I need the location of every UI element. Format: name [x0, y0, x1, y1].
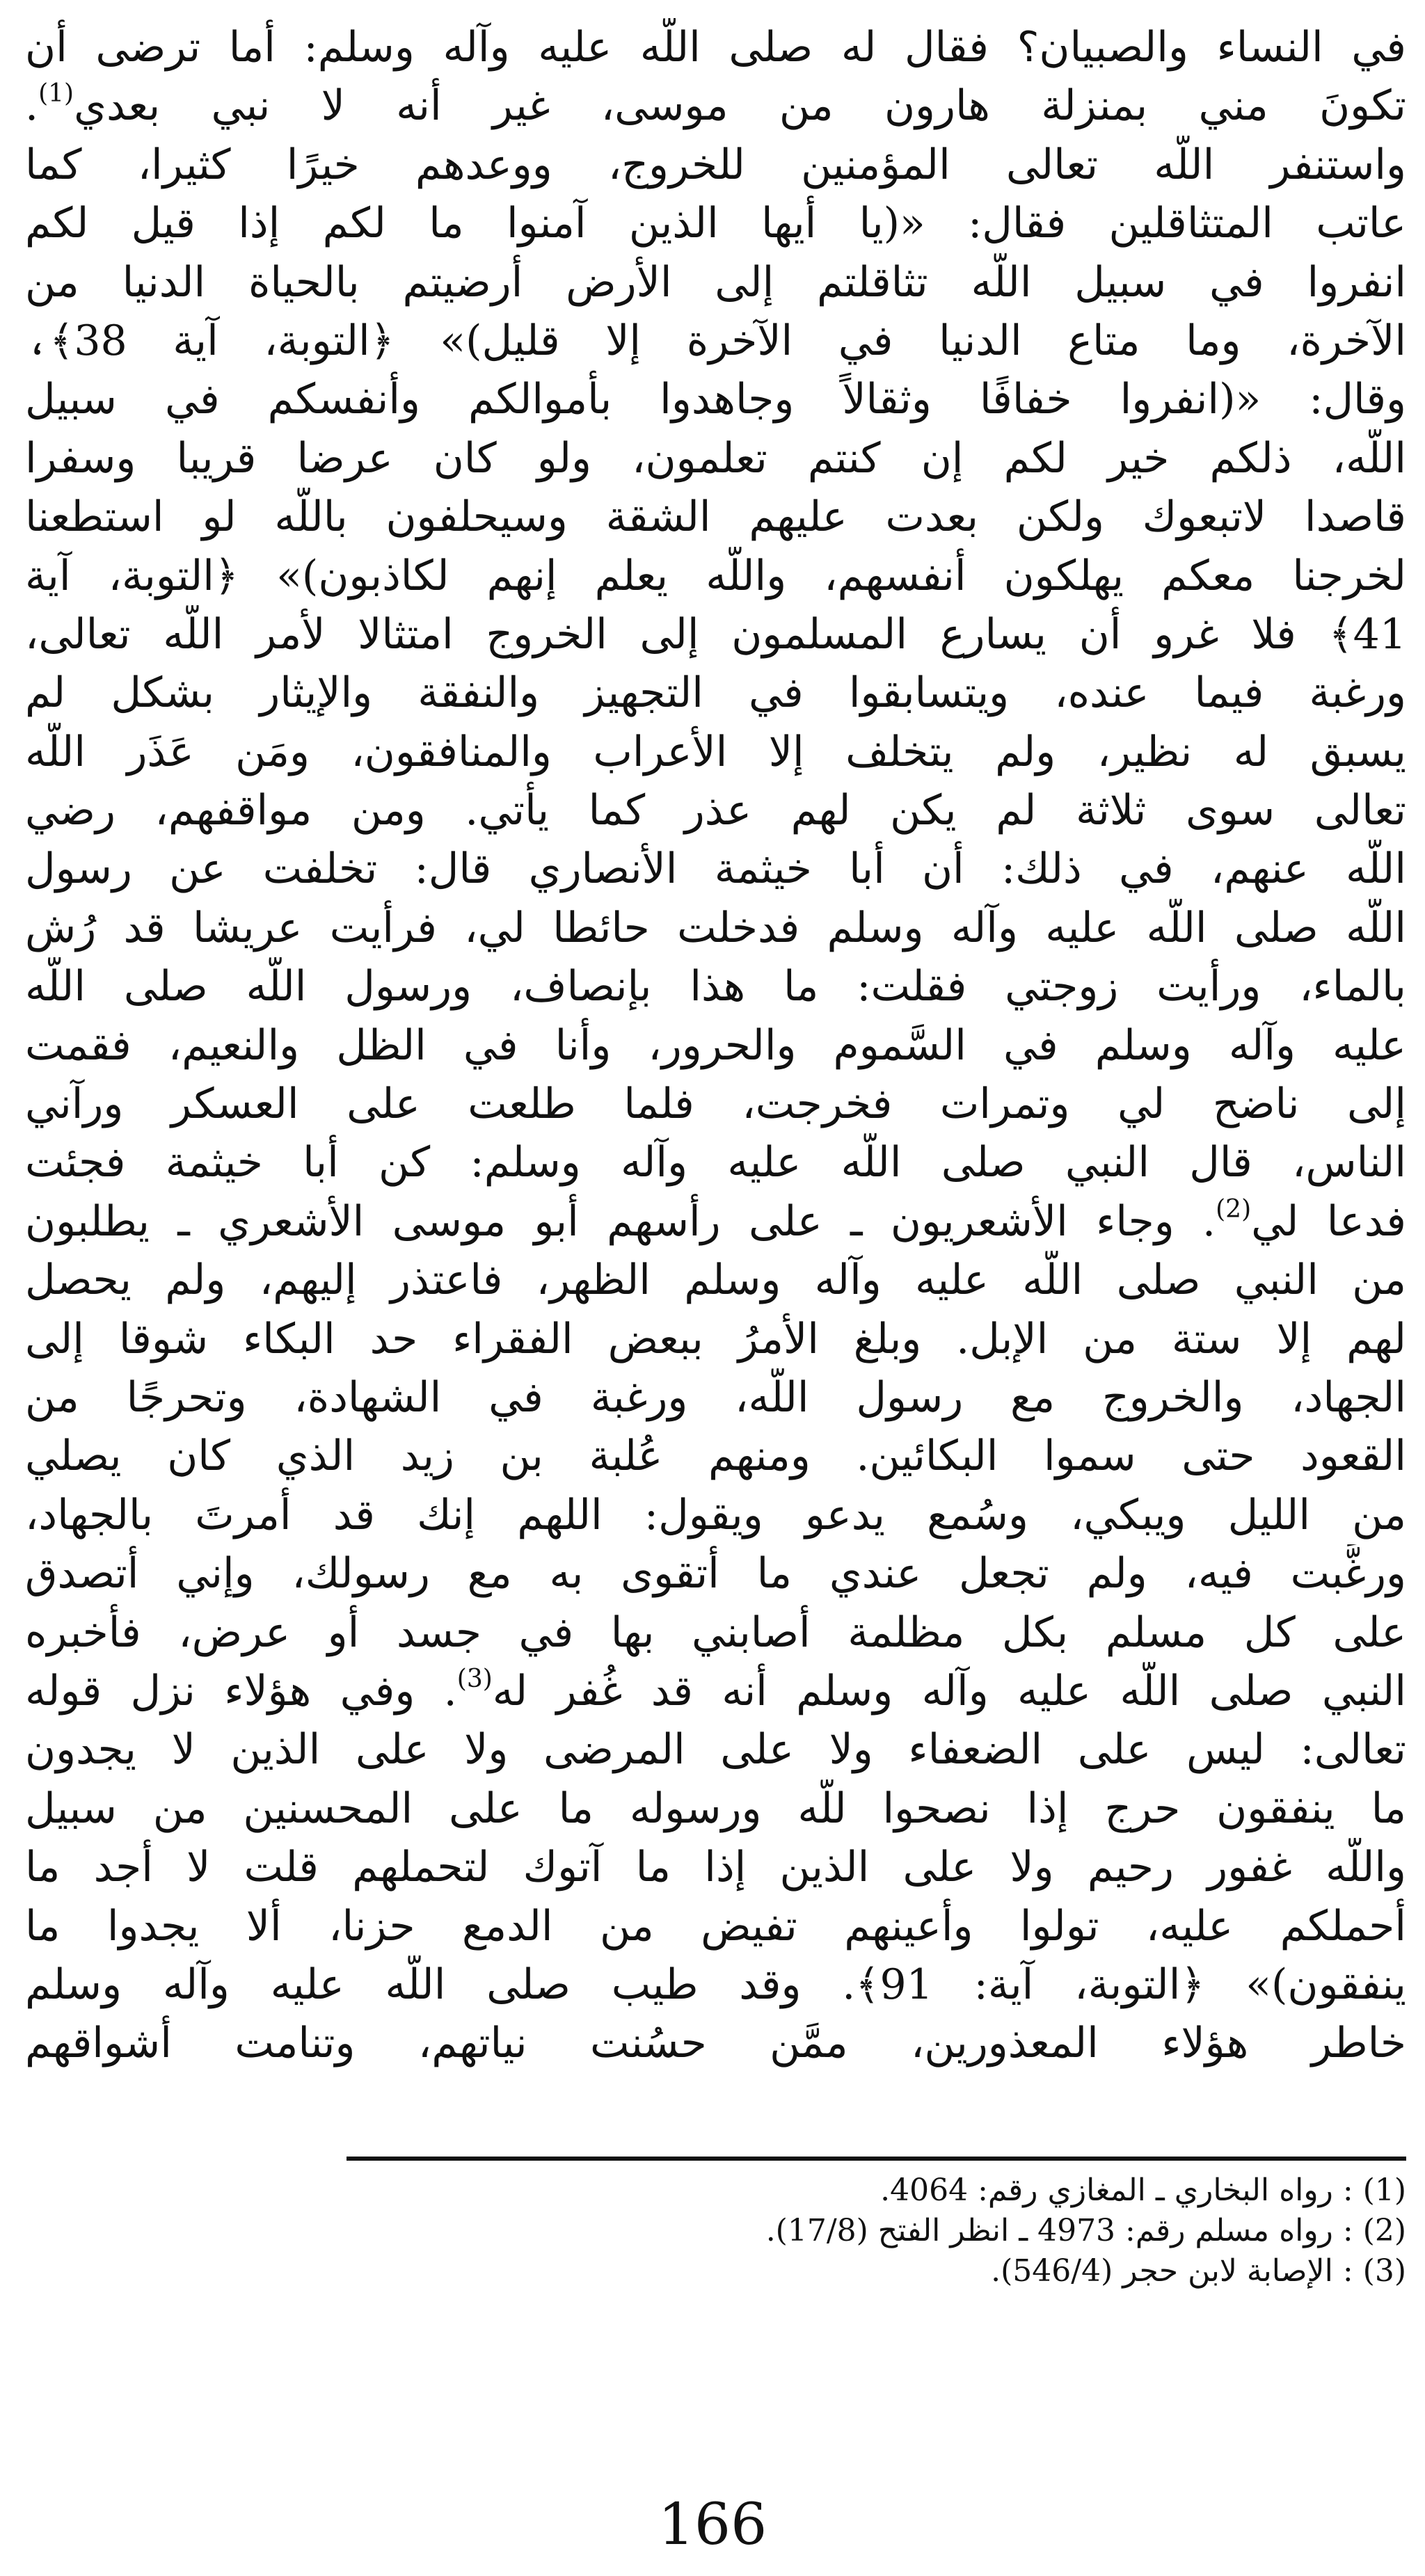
- body-text: [25, 18, 1406, 2154]
- text-line-content: النبي صلى اللّه عليه وآله وسلم أنه قد غُفر له: [492, 1666, 1406, 1715]
- text-line: الناس، قال النبي صلى اللّه عليه وآله وسلم: كن أبا خيثمة فجئت: [25, 1138, 1406, 1187]
- text-line-tail: .: [25, 81, 39, 131]
- text-line: خاطر هؤلاء المعذورين، ممَّن حسُنت نياتهم، وتنامت أشواقهم: [25, 2019, 1406, 2068]
- text-line: [25, 77, 1406, 135]
- text-line: اللّه صلى اللّه عليه وآله وسلم فدخلت حائطا لي، فرأيت عريشا قد رُش: [25, 903, 1406, 952]
- text-line: الآخرة، وما متاع الدنيا في الآخرة إلا قليل)» ﴿التوبة، آية 38﴾،: [25, 316, 1406, 365]
- text-line: واستنفر اللّه تعالى المؤمنين للخروج، ووعدهم خيرًا كثيرا، كما: [25, 140, 1406, 189]
- text-line: من النبي صلى اللّه عليه وآله وسلم الظهر، فاعتذر إليهم، ولم يحصل: [25, 1256, 1406, 1305]
- footnote-ref: (2): [1216, 1194, 1252, 1224]
- text-line: اللّه، ذلكم خير لكم إن كنتم تعلمون، ولو كان عرضا قريبا وسفرا: [25, 433, 1406, 483]
- text-line: وقال: «(انفروا خفافًا وثقالاً وجاهدوا بأموالكم وأنفسكم في سبيل: [25, 375, 1406, 424]
- text-line-tail: . وفي هؤلاء نزل قوله: [25, 1666, 457, 1715]
- text-line-content: فدعا لي: [1251, 1197, 1406, 1246]
- footnote-divider: [347, 2157, 1406, 2161]
- text-line: قاصدا لاتبعوك ولكن بعدت عليهم الشقة وسيحلفون باللّه لو استطعنا: [25, 493, 1406, 542]
- text-line: انفروا في سبيل اللّه تثاقلتم إلى الأرض أرضيتم بالحياة الدنيا من: [25, 257, 1406, 307]
- page-number: 166: [658, 2492, 767, 2558]
- text-line: 41﴾ فلا غرو أن يسارع المسلمون إلى الخروج امتثالا لأمر اللّه تعالى،: [25, 609, 1406, 659]
- text-line: أحملكم عليه، تولوا وأعينهم تفيض من الدمع حزنا، ألا يجدوا ما: [25, 1901, 1406, 1951]
- footnote: (2) : رواه مسلم رقم: 4973 ـ انظر الفتح (17/8).: [765, 2213, 1406, 2248]
- footnote-ref: (1): [38, 79, 74, 109]
- text-line: الجهاد، والخروج مع رسول اللّه، ورغبة في الشهادة، وتحرجًا من: [25, 1373, 1406, 1422]
- text-line: يسبق له نظير، ولم يتخلف إلا الأعراب والمنافقون، ومَن عَذَر اللّه: [25, 727, 1406, 776]
- text-line: واللّه غفور رحيم ولا على الذين إذا ما آتوك لتحملهم قلت لا أجد ما: [25, 1843, 1406, 1892]
- text-line: ما ينفقون حرج إذا نصحوا للّه ورسوله ما على المحسنين من سبيل: [25, 1784, 1406, 1833]
- text-line: اللّه عنهم، في ذلك: أن أبا خيثمة الأنصاري قال: تخلفت عن رسول: [25, 845, 1406, 894]
- text-line: لخرجنا معكم يهلكون أنفسهم، واللّه يعلم إنهم لكاذبون)» ﴿التوبة، آية: [25, 551, 1406, 600]
- footnote: (1) : رواه البخاري ـ المغازي رقم: 4064.: [880, 2173, 1406, 2208]
- text-line-content: تكونَ مني بمنزلة هارون من موسى، غير أنه لا نبي بعدي: [74, 81, 1406, 131]
- text-line: القعود حتى سموا البكائين. ومنهم عُلبة بن زيد الذي كان يصلي: [25, 1432, 1406, 1481]
- text-line: عليه وآله وسلم في السَّموم والحرور، وأنا في الظل والنعيم، فقمت: [25, 1021, 1406, 1070]
- text-line: تعالى: ليس على الضعفاء ولا على المرضى ولا على الذين لا يجدون: [25, 1725, 1406, 1775]
- footnotes: [25, 2170, 1406, 2291]
- text-line: [25, 1662, 1406, 1720]
- text-line: ينفقون)» ﴿التوبة، آية: 91﴾. وقد طيب صلى اللّه عليه وآله وسلم: [25, 1960, 1406, 2009]
- text-line: من الليل ويبكي، وسُمع يدعو ويقول: اللهم إنك قد أمرتَ بالجهاد،: [25, 1490, 1406, 1539]
- text-line: بالماء، ورأيت زوجتي فقلت: ما هذا بإنصاف، ورسول اللّه صلى اللّه: [25, 962, 1406, 1011]
- text-line: إلى ناضح لي وتمرات فخرجت، فلما طلعت على العسكر ورآني: [25, 1080, 1406, 1129]
- text-line: ورغَّبت فيه، ولم تجعل عندي ما أتقوى به مع رسولك، وإني أتصدق: [25, 1549, 1406, 1599]
- text-line: عاتب المتثاقلين فقال: «(يا أيها الذين آمنوا ما لكم إذا قيل لكم: [25, 199, 1406, 248]
- footnote: (3) : الإصابة لابن حجر (546/4).: [991, 2253, 1406, 2289]
- text-line: على كل مسلم بكل مظلمة أصابني بها في جسد أو عرض، فأخبره: [25, 1608, 1406, 1657]
- text-line: لهم إلا ستة من الإبل. وبلغ الأمرُ ببعض الفقراء حد البكاء شوقا إلى: [25, 1314, 1406, 1363]
- text-line: في النساء والصبيان؟ فقال له صلى اللّه عليه وآله وسلم: أما ترضى أن: [25, 23, 1406, 72]
- text-line-tail: . وجاء الأشعريون ـ على رأسهم أبو موسى الأشعري ـ يطلبون: [25, 1197, 1216, 1246]
- text-line: ورغبة فيما عنده، ويتسابقوا في التجهيز والنفقة والإيثار بشكل لم: [25, 669, 1406, 718]
- text-line: [25, 1192, 1406, 1251]
- text-line: تعالى سوى ثلاثة لم يكن لهم عذر كما يأتي. ومن مواقفهم، رضي: [25, 786, 1406, 835]
- footnote-ref: (3): [456, 1664, 493, 1693]
